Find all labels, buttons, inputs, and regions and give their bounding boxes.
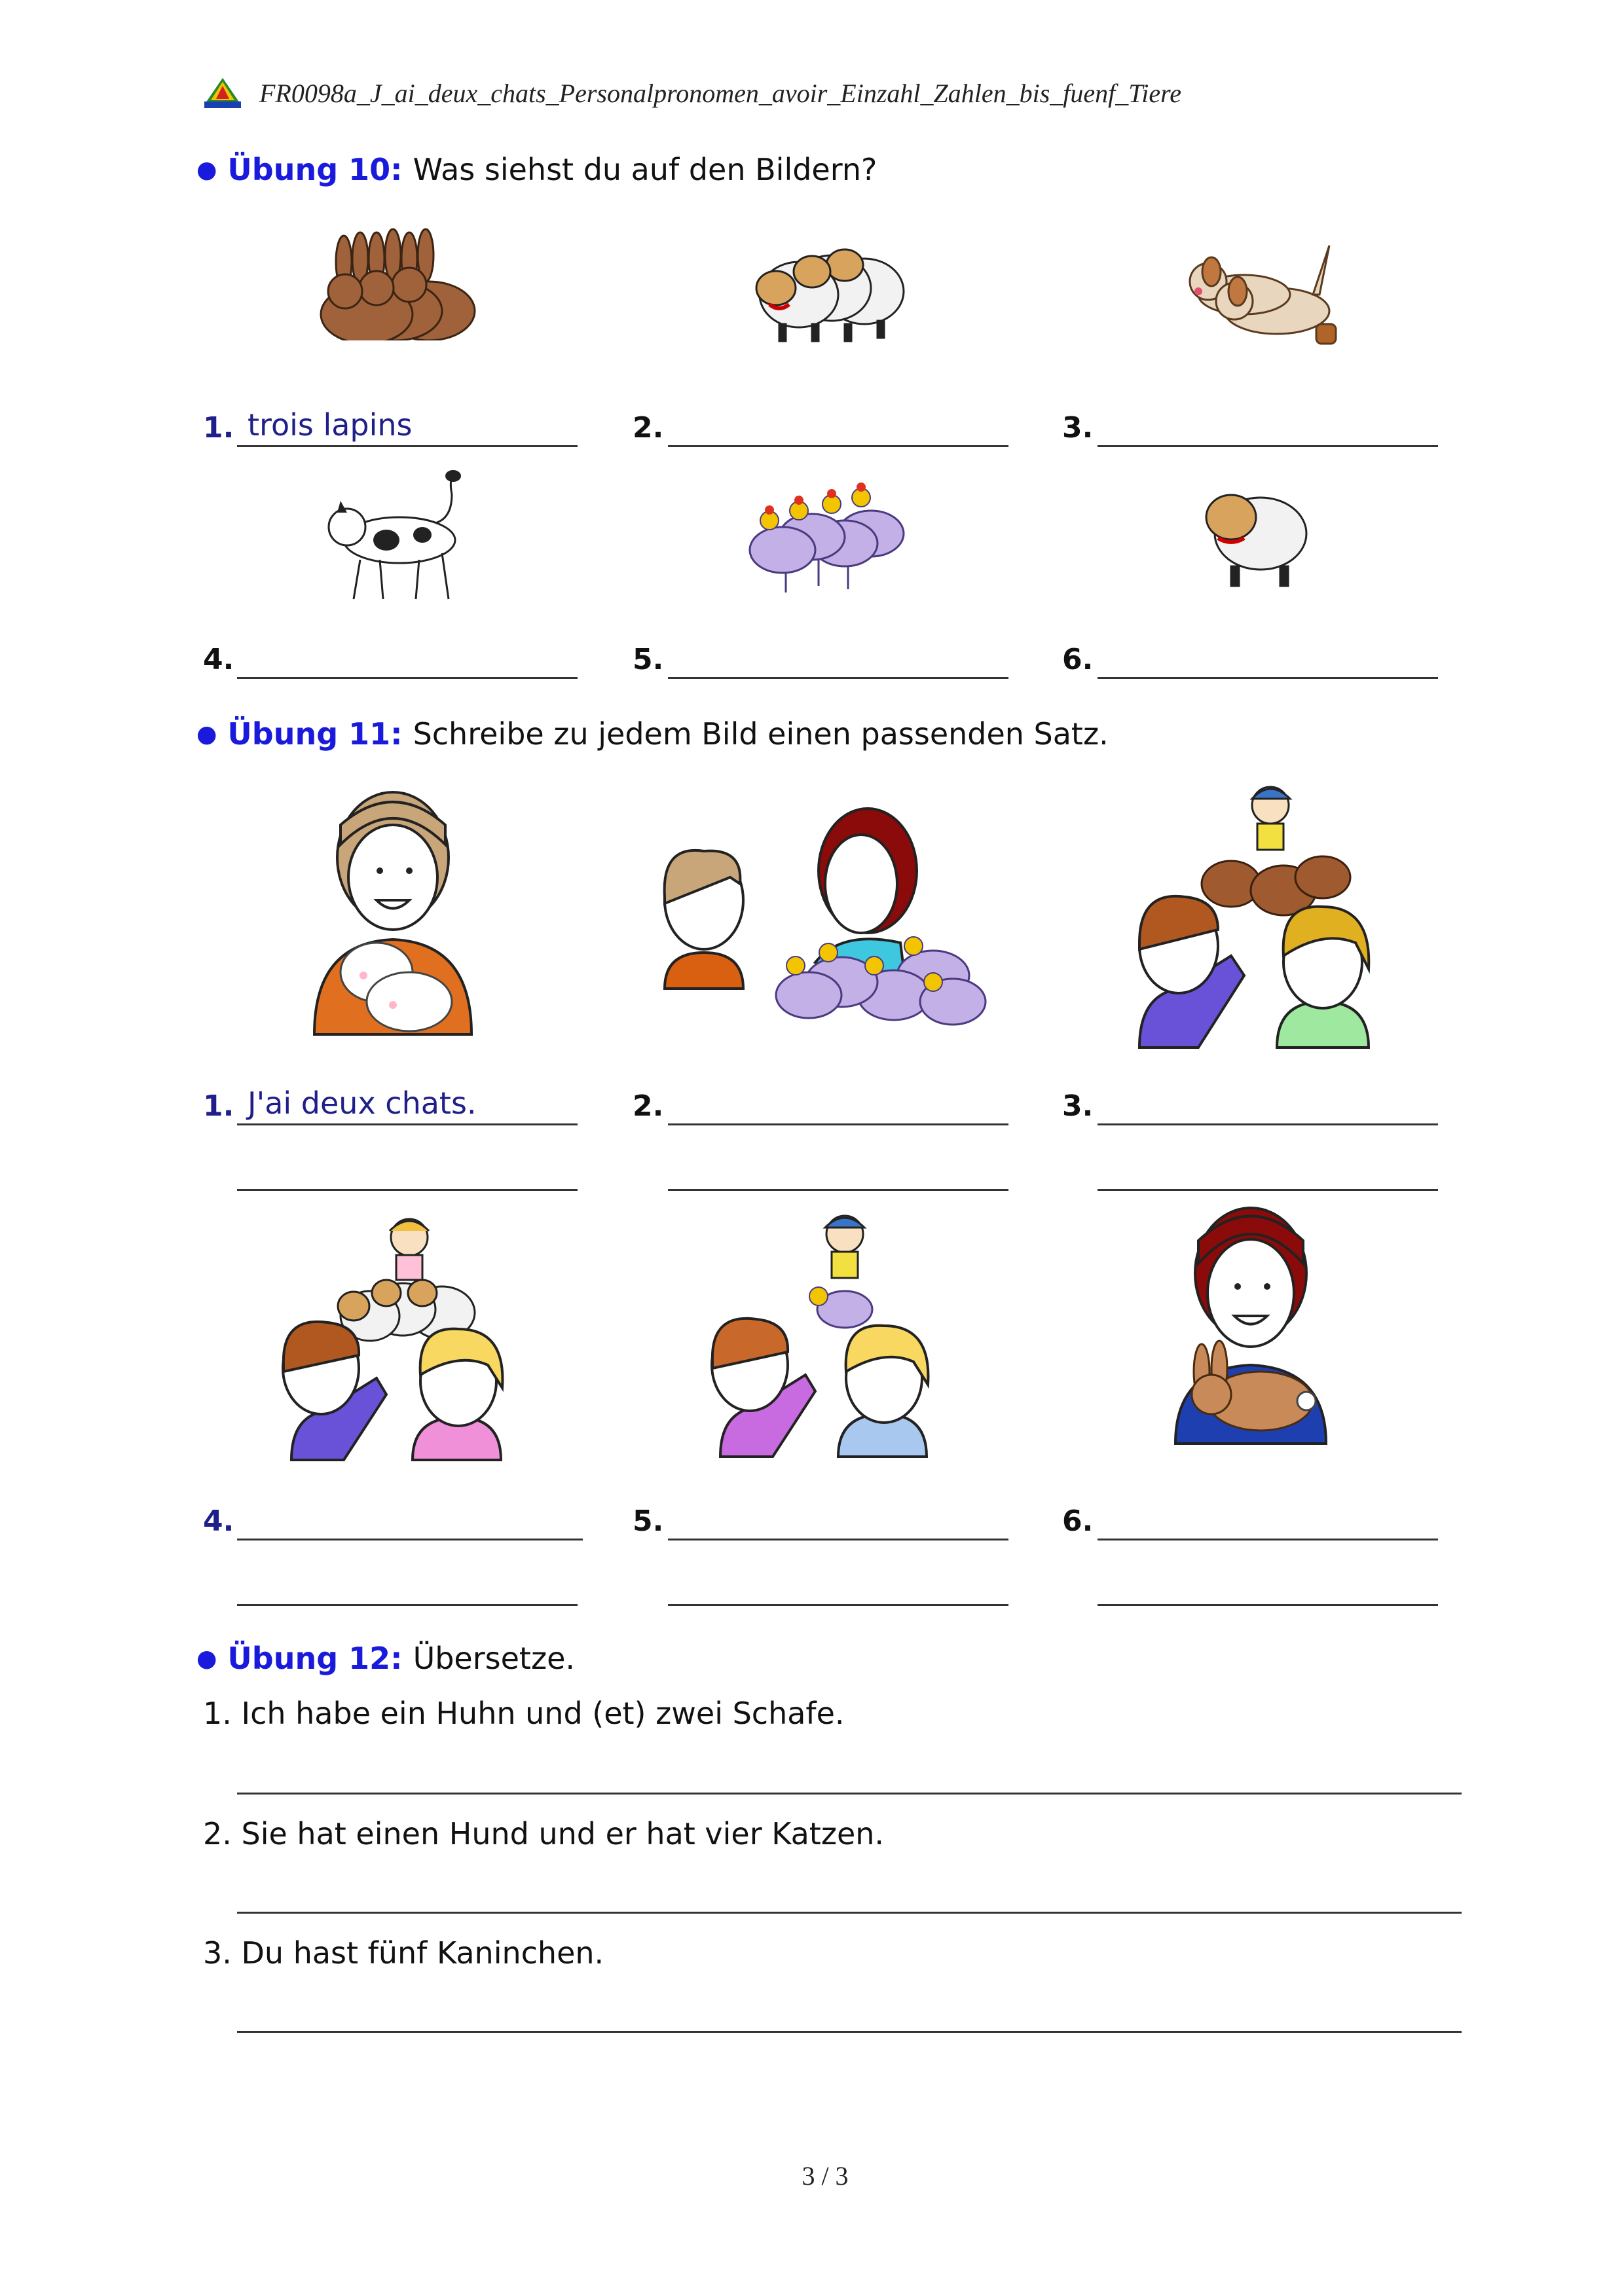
bullet-icon: ● bbox=[196, 720, 217, 748]
ex10-answer-line-5[interactable] bbox=[668, 677, 1008, 679]
exercise-10-instruction: Was siehst du auf den Bildern? bbox=[413, 152, 877, 187]
ex10-answer-line-3[interactable] bbox=[1098, 445, 1438, 447]
translation-answer-line-2[interactable] bbox=[237, 1912, 1462, 1914]
translation-answer-line-3[interactable] bbox=[237, 2031, 1462, 2033]
cat-picture bbox=[321, 468, 471, 602]
translation-text-3: Du hast fünf Kaninchen. bbox=[241, 1935, 604, 1971]
ex11-item-6-number: 6. bbox=[1062, 1504, 1094, 1538]
ex11-answer-line-3a[interactable] bbox=[1098, 1123, 1438, 1125]
bullet-icon: ● bbox=[196, 1645, 217, 1672]
page-number: 3 / 3 bbox=[802, 2161, 849, 2191]
ex10-item-1-number: 1. bbox=[203, 411, 234, 445]
exercise-12-instruction: Übersetze. bbox=[413, 1641, 576, 1676]
ex11-item-5-number: 5. bbox=[633, 1504, 664, 1538]
person-with-two-cats-picture bbox=[311, 786, 475, 1041]
exercise-11-title bbox=[196, 716, 1109, 752]
ex11-item-2-number: 2. bbox=[633, 1089, 664, 1123]
ex11-item-4-number: 4. bbox=[203, 1504, 234, 1538]
ex11-answer-line-4a[interactable] bbox=[237, 1539, 583, 1540]
boy-and-girl-with-sheep-picture bbox=[272, 1208, 514, 1460]
translation-prompt-3 bbox=[203, 1935, 604, 1971]
ex11-item-3-number: 3. bbox=[1062, 1089, 1094, 1123]
exercise-10-label: Übung 10: bbox=[227, 152, 403, 187]
ex11-item-1-number: 1. bbox=[203, 1089, 234, 1123]
exercise-11-label: Übung 11: bbox=[227, 716, 403, 752]
translation-prompt-2 bbox=[203, 1816, 884, 1851]
ex10-item-5-number: 5. bbox=[633, 643, 664, 676]
ex11-answer-line-6b[interactable] bbox=[1098, 1604, 1438, 1606]
translation-number-2: 2. bbox=[203, 1816, 232, 1851]
ex10-answer-1: trois lapins bbox=[248, 407, 413, 443]
exercise-12-label: Übung 12: bbox=[227, 1641, 403, 1676]
ex11-answer-line-1a[interactable] bbox=[237, 1123, 578, 1125]
boy-and-girl-with-chicken-picture bbox=[701, 1205, 936, 1457]
person-with-rabbit-picture bbox=[1172, 1205, 1329, 1450]
four-chickens-picture bbox=[733, 471, 910, 599]
boy-and-girl-with-chickens-picture bbox=[645, 799, 999, 1041]
ex10-item-6-number: 6. bbox=[1062, 643, 1094, 676]
exercise-10-title bbox=[196, 152, 877, 187]
document-header bbox=[203, 73, 1181, 113]
one-sheep-picture bbox=[1195, 478, 1313, 592]
ex11-answer-1: J'ai deux chats. bbox=[248, 1085, 477, 1121]
exercise-12-title bbox=[196, 1641, 575, 1676]
translation-prompt-1 bbox=[203, 1696, 845, 1731]
ex11-answer-line-3b[interactable] bbox=[1098, 1189, 1438, 1191]
bullet-icon: ● bbox=[196, 156, 217, 183]
ex11-answer-line-1b[interactable] bbox=[237, 1189, 578, 1191]
ex11-answer-line-5b[interactable] bbox=[668, 1604, 1008, 1606]
ex10-item-3-number: 3. bbox=[1062, 411, 1094, 445]
ex10-answer-line-6[interactable] bbox=[1098, 677, 1438, 679]
exercise-11-instruction: Schreibe zu jedem Bild einen passenden Satz. bbox=[413, 716, 1109, 752]
ex11-answer-line-6a[interactable] bbox=[1098, 1539, 1438, 1540]
translation-number-3: 3. bbox=[203, 1935, 232, 1971]
publisher-logo-icon bbox=[203, 77, 242, 109]
ex10-answer-line-2[interactable] bbox=[668, 445, 1008, 447]
ex10-item-4-number: 4. bbox=[203, 643, 234, 676]
translation-number-1: 1. bbox=[203, 1696, 232, 1731]
three-rabbits-picture bbox=[304, 219, 481, 357]
two-dogs-picture bbox=[1172, 232, 1342, 357]
translation-text-1: Ich habe ein Huhn und (et) zwei Schafe. bbox=[241, 1696, 845, 1731]
ex11-answer-line-4b[interactable] bbox=[237, 1604, 578, 1606]
ex11-answer-line-5a[interactable] bbox=[668, 1539, 1008, 1540]
document-filename: FR0098a_J_ai_deux_chats_Personalpronomen_avoir_Einzahl_Zahlen_bis_fuenf_Tiere bbox=[259, 78, 1182, 108]
ex10-answer-line-1[interactable] bbox=[237, 445, 578, 447]
ex10-answer-line-4[interactable] bbox=[237, 677, 578, 679]
three-sheep-picture bbox=[740, 226, 910, 350]
ex11-answer-line-2a[interactable] bbox=[668, 1123, 1008, 1125]
ex11-answer-line-2b[interactable] bbox=[668, 1189, 1008, 1191]
translation-answer-line-1[interactable] bbox=[237, 1793, 1462, 1795]
ex10-item-2-number: 2. bbox=[633, 411, 664, 445]
boy-and-girl-with-dogs-picture bbox=[1126, 779, 1382, 1048]
translation-text-2: Sie hat einen Hund und er hat vier Katzen. bbox=[241, 1816, 885, 1851]
